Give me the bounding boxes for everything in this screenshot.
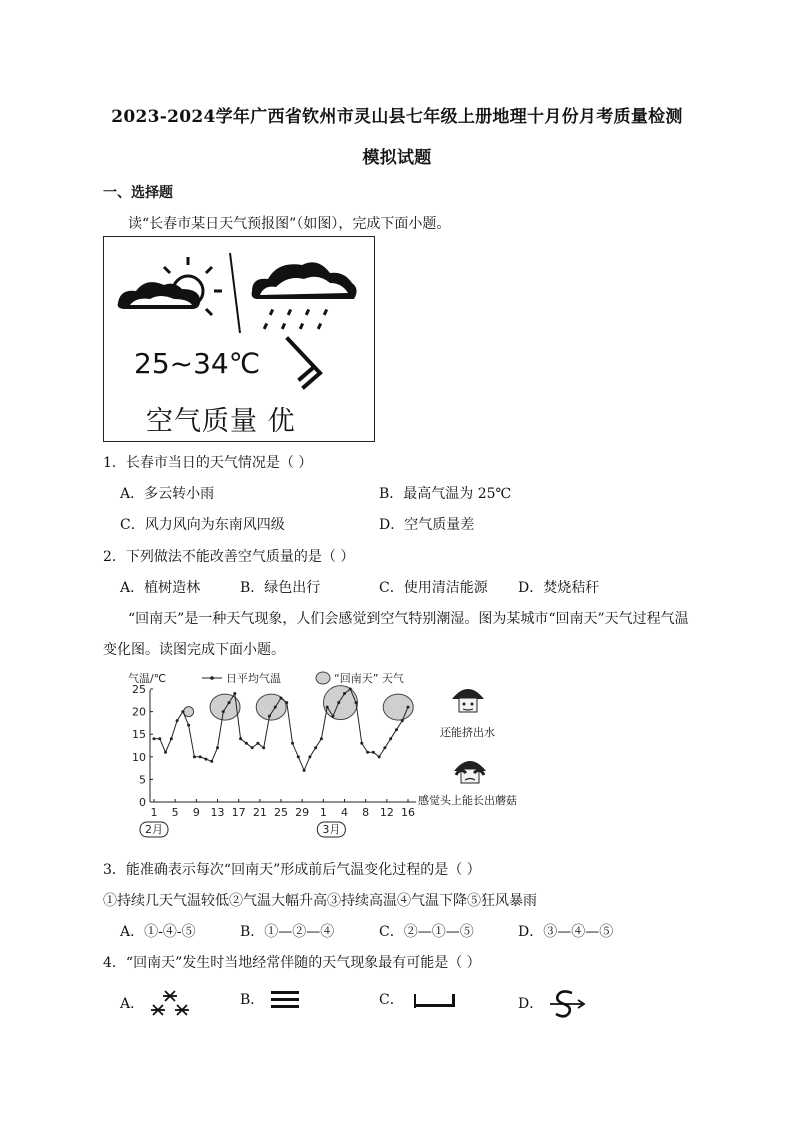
huinantian-temperature-chart xyxy=(120,664,430,846)
sandstorm-symbol-icon xyxy=(548,989,588,1019)
temperature-point xyxy=(326,706,329,709)
temperature-point xyxy=(239,737,242,740)
temperature-point xyxy=(204,758,207,761)
temperature-point xyxy=(343,692,346,695)
paper-title-line2: 模拟试题 xyxy=(362,148,432,168)
intro-text-1: 读“长春市某日天气预报图”（如图），完成下面小题。 xyxy=(128,216,451,232)
question-1-stem: 1．长春市当日的天气情况是（ ） xyxy=(103,455,313,471)
huinantian-ellipse xyxy=(324,686,358,720)
x-tick-label: 13 xyxy=(210,806,225,819)
question-2-option-c[interactable]: C．使用清洁能源 xyxy=(379,580,488,596)
x-tick-label: 1 xyxy=(150,806,158,819)
wind-symbol-icon xyxy=(274,333,334,393)
question-3-option-d[interactable]: D．③—④—⑤ xyxy=(518,924,614,940)
temperature-point xyxy=(193,755,196,758)
paper-title-line1: 2023-2024学年广西省钦州市灵山县七年级上册地理十月份月考质量检测 xyxy=(111,107,683,127)
legend-ellipse-marker xyxy=(316,672,330,684)
temperature-point xyxy=(245,742,248,745)
question-3-items: ①持续几天气温较低②气温大幅升高③持续高温④气温下降⑤狂风暴雨 xyxy=(103,893,537,909)
question-3-option-b[interactable]: B．①—②—④ xyxy=(240,924,335,940)
mushroom-face-sticker-1 xyxy=(450,683,486,719)
temperature-point xyxy=(153,737,156,740)
temperature-point xyxy=(164,751,167,754)
intro-text-2-line2: 变化图。读图完成下面小题。 xyxy=(103,642,285,658)
snowstorm-symbol-icon xyxy=(149,989,193,1019)
temperature-point xyxy=(303,769,306,772)
floating-dust-symbol-icon xyxy=(408,990,458,1010)
temperature-point xyxy=(395,728,398,731)
forecast-air-quality: 空气质量 优 xyxy=(146,406,296,437)
temperature-point xyxy=(262,746,265,749)
question-4-option-b[interactable] xyxy=(240,989,301,1011)
temperature-point xyxy=(349,688,352,691)
annotation-2: 感觉头上能长出蘑菇 xyxy=(418,794,517,807)
month-label: 3月 xyxy=(322,823,341,836)
question-4-option-b-label: B． xyxy=(240,992,265,1008)
temperature-point xyxy=(187,724,190,727)
question-3-option-a[interactable]: A．①-④-⑤ xyxy=(120,924,196,940)
temperature-point xyxy=(378,755,381,758)
question-1-option-a[interactable]: A．多云转小雨 xyxy=(120,486,215,502)
question-1-option-d[interactable]: D．空气质量差 xyxy=(379,517,475,533)
temperature-point xyxy=(383,746,386,749)
x-tick-label: 21 xyxy=(252,806,267,819)
temperature-point xyxy=(308,755,311,758)
x-tick-label: 29 xyxy=(295,806,310,819)
question-2-option-a[interactable]: A．植树造林 xyxy=(120,580,201,596)
temperature-point xyxy=(337,701,340,704)
temperature-point xyxy=(389,737,392,740)
question-4-stem: 4．“回南天”发生时当地经常伴随的天气现象最有可能是（ ） xyxy=(103,955,481,971)
x-tick-label: 1 xyxy=(319,806,327,819)
temperature-point xyxy=(251,746,254,749)
legend-label-temperature: 日平均气温 xyxy=(226,672,281,685)
x-tick-label: 12 xyxy=(379,806,394,819)
weather-forecast-figure xyxy=(103,236,375,442)
question-2-option-d[interactable]: D．焚烧秸秆 xyxy=(518,580,600,596)
temperature-point xyxy=(331,715,334,718)
annotation-1: 还能挤出水 xyxy=(440,726,495,739)
legend-point-marker xyxy=(210,676,214,680)
temperature-point xyxy=(355,701,358,704)
question-4-option-c[interactable] xyxy=(379,989,458,1010)
question-2-option-b[interactable]: B．绿色出行 xyxy=(240,580,321,596)
temperature-point xyxy=(268,715,271,718)
chart-y-label: 气温/℃ xyxy=(128,672,167,685)
temperature-point xyxy=(401,719,404,722)
forecast-temperature: 25~34℃ xyxy=(134,347,261,380)
legend-label-huinantian: “回南天” 天气 xyxy=(334,672,404,685)
temperature-point xyxy=(228,701,231,704)
temperature-point xyxy=(372,751,375,754)
question-4-option-a[interactable] xyxy=(120,989,193,1019)
y-tick-label: 20 xyxy=(132,705,146,719)
y-tick-label: 5 xyxy=(139,773,146,787)
temperature-point xyxy=(210,760,213,763)
mushroom-face-sticker-2 xyxy=(452,755,488,789)
question-4-option-d[interactable] xyxy=(518,989,588,1019)
huinantian-ellipse xyxy=(184,707,194,717)
x-tick-label: 9 xyxy=(192,806,200,819)
temperature-point xyxy=(320,737,323,740)
temperature-point xyxy=(314,746,317,749)
question-3-stem: 3．能准确表示每次“回南天”形成前后气温变化过程的是（ ） xyxy=(103,862,481,878)
question-3-option-c[interactable]: C．②—①—⑤ xyxy=(379,924,474,940)
temperature-point xyxy=(176,719,179,722)
month-label: 2月 xyxy=(145,823,163,836)
x-tick-label: 16 xyxy=(401,806,415,819)
question-2-stem: 2．下列做法不能改善空气质量的是（ ） xyxy=(103,549,355,565)
temperature-point xyxy=(199,755,202,758)
forecast-divider xyxy=(230,253,240,333)
temperature-point xyxy=(233,692,236,695)
section-heading: 一、选择题 xyxy=(103,185,173,201)
y-tick-label: 10 xyxy=(132,750,146,764)
temperature-point xyxy=(274,706,277,709)
cloudy-sunny-icon xyxy=(104,237,374,347)
y-tick-label: 15 xyxy=(132,728,146,742)
temperature-point xyxy=(256,742,259,745)
question-4-option-c-label: C． xyxy=(379,992,404,1008)
question-1-option-c[interactable]: C．风力风向为东南风四级 xyxy=(120,517,285,533)
x-tick-label: 4 xyxy=(341,806,348,819)
temperature-point xyxy=(366,751,369,754)
temperature-point xyxy=(216,746,219,749)
x-tick-label: 25 xyxy=(274,806,288,819)
x-tick-label: 8 xyxy=(362,806,370,819)
temperature-point xyxy=(170,737,173,740)
temperature-point xyxy=(360,742,363,745)
temperature-point xyxy=(280,697,283,700)
y-tick-label: 25 xyxy=(132,683,146,697)
temperature-point xyxy=(285,701,288,704)
question-4-option-d-label: D． xyxy=(518,996,544,1012)
y-tick-label: 0 xyxy=(139,796,146,809)
temperature-point xyxy=(158,737,161,740)
temperature-point xyxy=(181,710,184,713)
fog-symbol-icon xyxy=(269,989,301,1011)
temperature-point xyxy=(297,755,300,758)
question-4-option-a-label: A． xyxy=(120,996,145,1012)
x-tick-label: 17 xyxy=(231,806,246,819)
temperature-point xyxy=(407,706,410,709)
question-1-option-b[interactable]: B．最高气温为 25℃ xyxy=(379,486,512,502)
x-tick-label: 5 xyxy=(171,806,179,819)
temperature-point xyxy=(291,742,294,745)
temperature-point xyxy=(222,710,225,713)
intro-text-2-line1: “回南天”是一种天气现象，人们会感觉到空气特别潮湿。图为某城市“回南天”天气过程气温 xyxy=(128,611,689,627)
